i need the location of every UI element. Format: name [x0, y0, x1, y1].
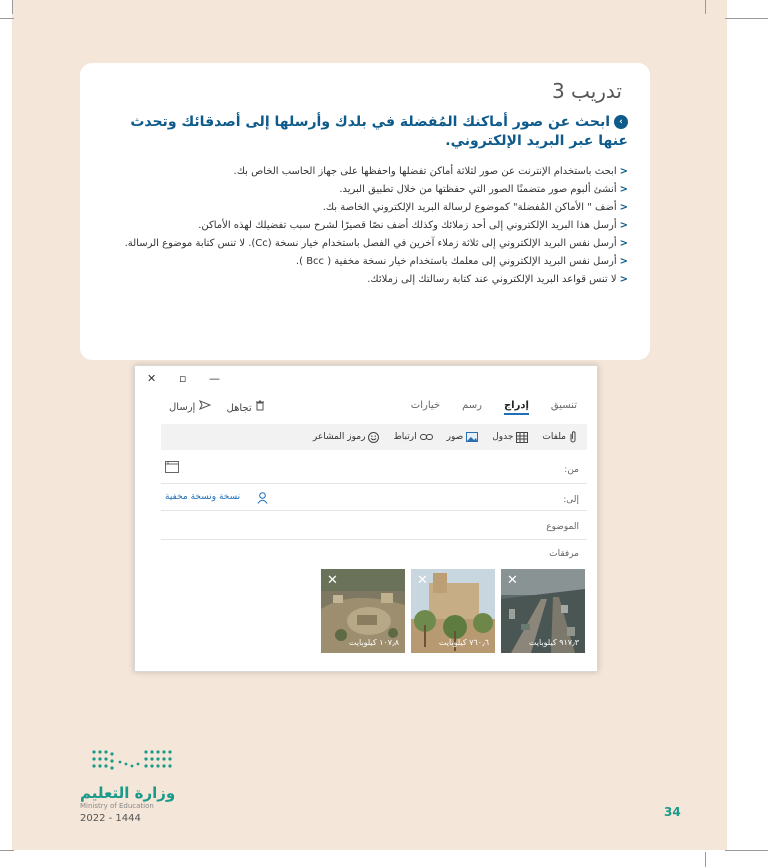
mail-compose-window — [134, 365, 598, 672]
subject-field[interactable]: الموضوع — [546, 522, 579, 532]
remove-attachment-icon[interactable]: ✕ — [327, 573, 338, 588]
divider — [161, 510, 587, 511]
arrow-icon: < — [619, 238, 628, 249]
arrow-icon: < — [619, 184, 628, 195]
table-button[interactable]: جدول — [492, 432, 528, 443]
edition-year: 2022 - 1444 — [80, 813, 141, 824]
attachment-thumbnail[interactable] — [411, 569, 495, 653]
tab-insert[interactable]: إدراج — [504, 400, 529, 415]
arrow-icon: < — [619, 166, 628, 177]
heading-text: ابحث عن صور أماكنك المُفضلة في بلدك وأرسلها إلى أصدقائك وتحدث عنها عبر البريد الإلكتروني. — [130, 114, 628, 149]
ministry-name-ar: وزارة التعليم — [80, 784, 176, 802]
ministry-name-en: Ministry of Education — [80, 802, 154, 810]
remove-attachment-icon[interactable]: ✕ — [507, 573, 518, 588]
from-label: من: — [564, 465, 579, 475]
crop-mark — [0, 850, 14, 851]
arrow-icon: < — [619, 202, 628, 213]
crop-mark — [705, 0, 706, 14]
send-label: إرسال — [169, 402, 196, 413]
discard-button[interactable] — [227, 400, 265, 414]
attachment-size: ٧٦٠٫٦ كيلوبايت — [438, 638, 489, 647]
image-icon — [466, 432, 478, 442]
exercise-heading — [120, 113, 628, 151]
files-button[interactable]: ملفات — [542, 431, 577, 443]
page-number: 34 — [664, 805, 681, 819]
mail-actions — [169, 400, 265, 414]
arrow-icon: < — [619, 274, 628, 285]
exercise-title: تدريب 3 — [551, 79, 622, 103]
exercise-card — [80, 63, 650, 360]
to-label: إلى: — [563, 495, 579, 505]
heading-bullet-icon: › — [614, 115, 628, 129]
link-button[interactable]: ارتباط — [393, 432, 432, 442]
crop-mark — [725, 850, 768, 851]
arrow-icon: < — [619, 220, 628, 231]
crop-mark — [705, 852, 706, 867]
attachment-thumbnail[interactable] — [501, 569, 585, 653]
crop-mark — [725, 18, 768, 19]
list-item: <أنشئ ألبوم صور متضمنًا الصور التي حفظتها من خلال تطبيق البريد. — [339, 184, 628, 195]
remove-attachment-icon[interactable]: ✕ — [417, 573, 428, 588]
restore-icon[interactable]: ▫ — [179, 372, 187, 385]
divider — [161, 483, 587, 484]
tab-options[interactable]: خيارات — [410, 400, 441, 411]
arrow-icon: < — [619, 256, 628, 267]
tab-format[interactable]: تنسيق — [550, 400, 577, 411]
insert-toolbar — [161, 424, 587, 450]
emoji-icon — [368, 432, 379, 443]
attachments-label: مرفقات — [549, 549, 579, 559]
attachment-size: ٩١٧٫٣ كيلوبايت — [528, 638, 579, 647]
table-icon — [516, 432, 528, 443]
divider — [161, 539, 587, 540]
list-item: <ابحث باستخدام الإنترنت عن صور لثلاثة أماكن تفضلها واحفظها على جهاز الحاسب الخاص بك. — [233, 166, 628, 177]
list-item: <أرسل هذا البريد الإلكتروني إلى أحد زملائك وكذلك أضف نصًا قصيرًا لشرح سبب تفضيلك لهذه الأماكن. — [198, 220, 628, 231]
emoji-button[interactable]: رموز المشاعر — [313, 432, 380, 443]
link-icon — [420, 433, 433, 441]
send-icon — [199, 400, 211, 410]
list-item: <أرسل نفس البريد الإلكتروني إلى ثلاثة زملاء آخرين في الفصل باستخدام خيار نسخة (Cc). لا تنس كتابة موضوع الرسالة. — [124, 238, 628, 249]
paperclip-icon — [569, 431, 577, 443]
attachment-size: ١٠٧٫٨ كيلوبايت — [348, 638, 399, 647]
list-item: <أضف " الأماكن المُفضلة" كموضوع لرسالة البريد الإلكتروني الخاصة بك. — [322, 202, 628, 213]
cc-bcc-button[interactable] — [165, 492, 240, 502]
account-icon[interactable] — [165, 461, 179, 473]
ribbon-tabs — [411, 400, 577, 415]
crop-mark — [0, 18, 14, 19]
attachment-thumbnail[interactable] — [321, 569, 405, 653]
list-item: <لا تنس قواعد البريد الإلكتروني عند كتابة رسالتك إلى زملائك. — [367, 274, 628, 285]
minimize-icon[interactable]: — — [209, 372, 220, 385]
crop-mark — [12, 0, 13, 14]
cc-bcc-label: نسخة ونسخة مخفية — [165, 492, 241, 502]
ministry-logo-icon — [90, 748, 172, 776]
trash-icon — [255, 400, 265, 411]
send-button[interactable] — [169, 400, 211, 414]
close-icon[interactable]: ✕ — [147, 372, 157, 385]
pictures-button[interactable]: صور — [447, 432, 479, 442]
discard-label: تجاهل — [226, 403, 252, 414]
tab-draw[interactable]: رسم — [462, 400, 482, 411]
person-icon — [257, 492, 268, 504]
list-item: <أرسل نفس البريد الإلكتروني إلى معلمك باستخدام خيار نسخة مخفية ( Bcc ). — [295, 256, 628, 267]
steps-list — [100, 163, 628, 289]
